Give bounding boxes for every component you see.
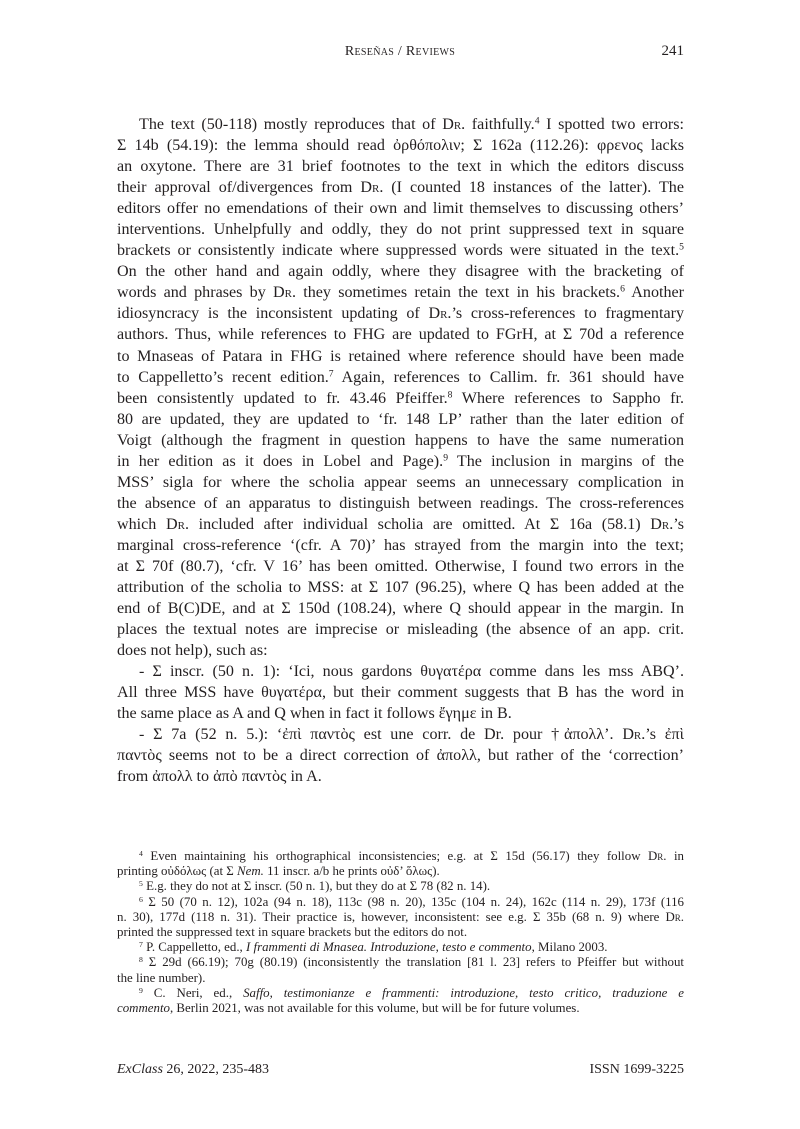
footnote-ref: 4 [534, 115, 540, 127]
journal-citation [117, 1062, 269, 1078]
text-line [117, 766, 684, 787]
text-line [117, 346, 684, 367]
volume-pages: 26, 2022, 235-483 [162, 1062, 270, 1077]
text-line [117, 661, 684, 682]
text-line [117, 135, 684, 156]
text-run: authors. Thus, while references to FHG are updated to FGrH, at Σ 70d a reference [117, 326, 684, 344]
journal-name: ExClass [117, 1062, 163, 1077]
footnote-line [117, 955, 684, 970]
small-caps-abbrev: Dr. [650, 515, 674, 533]
footnote-ref: 5 [679, 241, 684, 253]
text-line [117, 619, 684, 640]
text-line [117, 640, 684, 661]
text-run: ’s cross-references to fragmentary [451, 305, 684, 323]
footnote-ref: 9 [443, 452, 449, 464]
running-header: Reseñas / Reviews [344, 44, 456, 59]
text-run: does not help), such as: [117, 642, 268, 660]
small-caps-abbrev: Dr. [442, 116, 466, 133]
text-run: Σ 29d (66.19); 70g (80.19) (inconsistently the translation [81 l. 23] refers to Pfeiffer but without [142, 955, 684, 970]
text-run: to Mnaseas of Patara in FHG is retained where reference should have been made [117, 347, 684, 365]
text-line [117, 156, 684, 177]
text-run: words and phrases by [117, 284, 274, 302]
text-run: places the textual notes are imprecise or misleading (the absence of an app. crit. [117, 621, 684, 639]
text-run: the line number). [117, 970, 206, 985]
text-run: marginal cross-reference ‘(cfr. A 70)’ has strayed from the margin into the text; [117, 536, 684, 554]
text-run: included after individual scholia are omitted. At Σ 16a (58.1) [188, 515, 651, 533]
text-run: The text (50-118) mostly reproduces that of [139, 116, 443, 133]
text-line [117, 198, 684, 219]
footnote-ref: 6 [620, 284, 625, 296]
text-run: the same place as A and Q when in fact it follows ἔγημε in B. [117, 705, 512, 723]
text-run: , Berlin 2021, was not available for this volume, but will be for future volumes. [169, 1000, 580, 1015]
text-run: , Milano 2003. [531, 940, 608, 955]
text-run: I spotted two errors: [539, 116, 685, 133]
footnote-line [117, 1001, 684, 1016]
text-line [117, 451, 684, 472]
text-run: attribution of the scholia to MSS: at Σ 107 (96.25), where Q has been added at the [117, 579, 684, 597]
text-line [117, 219, 684, 240]
footnotes [117, 849, 684, 1016]
text-run: Voigt (although the fragment in question happens to have the same numeration [117, 431, 684, 449]
footnote-ref: 4 [139, 848, 143, 858]
italic-text: Saffo, testimonianze e frammenti: introduzione, testo critico, traduzione e [243, 985, 685, 1000]
text-run: end of B(C)DE, and at Σ 150d (108.24), where Q should appear in the margin. In [117, 600, 684, 618]
italic-text: Nem. [237, 864, 264, 879]
footnote-line [117, 925, 684, 940]
text-run: brackets or consistently indicate where suppressed words were situated in the text. [117, 242, 680, 260]
text-line [117, 114, 684, 135]
text-run: E.g. they do not at Σ inscr. (50 n. 1), but they do at Σ 78 (82 n. 14). [142, 879, 491, 894]
text-line [117, 367, 684, 388]
text-line [117, 388, 684, 409]
text-run: which [117, 515, 166, 533]
text-run: n. 30), 177d (118 n. 31). Their practice is, however, inconsistent: see e.g. Σ 35b (68 n. 9) where [117, 909, 666, 924]
small-caps-abbrev: Dr. [273, 284, 296, 302]
text-run: Another [624, 284, 685, 302]
text-run: been consistently updated to fr. 43.46 Pfeiffer. [117, 389, 448, 407]
text-line [117, 493, 684, 514]
text-line [117, 724, 684, 745]
text-run: MSS’ sigla for where the scholia appear seems an unnecessary complication in [117, 473, 684, 491]
text-run: ’s [673, 515, 685, 533]
small-caps-abbrev: Dr. [647, 849, 667, 863]
text-line [117, 261, 684, 282]
small-caps-abbrev: Dr. [665, 909, 684, 924]
page-number: 241 [661, 43, 684, 59]
text-run: Again, references to Callim. fr. 361 should have [333, 368, 685, 386]
text-run: 80 are updated, they are updated to ‘fr. 148 LP’ rather than the later edition of [117, 410, 684, 428]
text-run: at Σ 70f (80.7), ‘cfr. V 16’ has been omitted. Otherwise, I found two errors in the [117, 557, 684, 575]
text-run: ’s ἐπὶ [645, 726, 684, 744]
text-run: Σ 14b (54.19): the lemma should read ὀρθόπολιν; Σ 162a (112.26): φρενος lacks [117, 137, 684, 155]
italic-text: I frammenti di Mnasea. Introduzione, testo e commento [246, 940, 532, 955]
text-line [117, 303, 684, 324]
footnote-line [117, 864, 684, 879]
footnote-ref: 7 [139, 939, 143, 949]
text-run: they sometimes retain the text in his brackets. [296, 284, 621, 302]
footnote-ref: 8 [447, 389, 453, 401]
footnote-line [117, 849, 684, 864]
text-run: The inclusion in margins of the [448, 452, 684, 470]
text-run: to Cappelletto’s recent edition. [117, 368, 329, 386]
text-run: - Σ 7a (52 n. 5.): ‘ἐπὶ παντὸς est une corr. de Dr. pour †ἀπολλ’. [139, 726, 623, 744]
text-run: 11 inscr. a/b he prints οὐδ’ ὅλως). [263, 864, 440, 879]
small-caps-abbrev: Dr. [428, 305, 452, 323]
footnote-line [117, 895, 684, 910]
text-line [117, 324, 684, 345]
text-run: editors offer no emendations of their own and limit themselves to discussing others’ [117, 200, 684, 218]
text-run: printing οὐδόλως (at Σ [117, 864, 237, 879]
text-run: their approval of/divergences from [117, 179, 361, 197]
text-run: On the other hand and again oddly, where they disagree with the bracketing of [117, 263, 684, 281]
text-run: (I counted 18 instances of the latter). The [383, 179, 684, 197]
text-line [117, 240, 684, 261]
text-run: printed the suppressed text in square brackets but the editors do not. [117, 924, 468, 939]
text-line [117, 409, 684, 430]
text-run: Even maintaining his orthographical inconsistencies; e.g. at Σ 15d (56.17) they follow [142, 849, 648, 863]
text-run: P. Cappelletto, ed., [142, 940, 246, 955]
text-line [117, 556, 684, 577]
text-run: παντὸς seems not to be a direct correction of ἀπολλ, but rather of the ‘correction’ [117, 747, 684, 765]
text-run: interventions. Unhelpfully and oddly, they do not print suppressed text in square [117, 221, 684, 239]
text-line [117, 177, 684, 198]
text-run: in [666, 849, 685, 863]
text-run: idiosyncracy is the inconsistent updating of [117, 305, 429, 323]
text-run: an oxytone. There are 31 brief footnotes to the text in which the editors discuss [117, 158, 684, 176]
footnote-line [117, 910, 684, 925]
text-run: Where references to Sappho fr. [452, 389, 684, 407]
footnote-ref: 5 [139, 879, 143, 889]
footnote-ref: 6 [139, 894, 143, 904]
small-caps-abbrev: Dr. [165, 515, 189, 533]
footnote-line [117, 879, 684, 894]
text-run: All three MSS have θυγατέρα, but their comment suggests that B has the word in [117, 684, 684, 702]
small-caps-abbrev: Dr. [622, 726, 646, 744]
text-line [117, 577, 684, 598]
text-line [117, 703, 684, 724]
text-run: - Σ inscr. (50 n. 1): ‘Ici, nous gardons θυγατέρα comme dans les mss ABQ’. [139, 663, 684, 681]
footnote-line [117, 940, 684, 955]
text-line [117, 682, 684, 703]
text-line [117, 514, 684, 535]
footnote-ref: 8 [139, 955, 143, 965]
italic-text: commento [117, 1000, 170, 1015]
text-run: faithfully. [465, 116, 535, 133]
text-line [117, 745, 684, 766]
footnote-line [117, 986, 684, 1001]
text-line [117, 430, 684, 451]
text-line [117, 472, 684, 493]
text-run: Σ 50 (70 n. 12), 102a (94 n. 18), 113c (98 n. 20), 135c (104 n. 24), 162c (114 n. 29), 173f (116 [142, 894, 684, 909]
small-caps-abbrev: Dr. [360, 179, 384, 197]
text-line [117, 535, 684, 556]
issn: ISSN 1699-3225 [589, 1062, 684, 1077]
text-run: the absence of an apparatus to distinguish between readings. The cross-references [117, 494, 684, 512]
text-run: from ἀπολλ to ἀπὸ παντὸς in A. [117, 768, 322, 786]
footnote-ref: 7 [328, 368, 334, 380]
footnote-line [117, 971, 684, 986]
text-line [117, 598, 684, 619]
footnote-ref: 9 [139, 985, 143, 995]
text-run: C. Neri, ed., [142, 985, 244, 1000]
text-run: in her edition as it does in Lobel and Page). [117, 452, 444, 470]
text-line [117, 282, 684, 303]
main-text [117, 114, 684, 788]
